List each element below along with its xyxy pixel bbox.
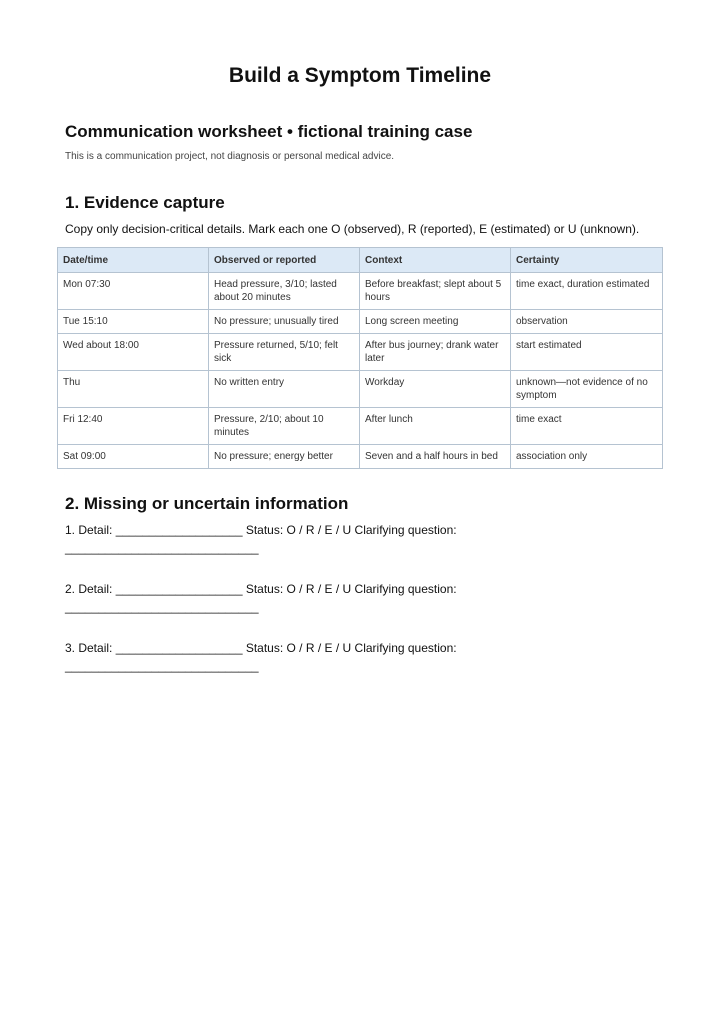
disclaimer-note: This is a communication project, not diagnosis or personal medical advice. — [65, 151, 395, 162]
table-row — [58, 371, 663, 408]
worksheet-subtitle: Communication worksheet • fictional training case — [65, 122, 473, 141]
cell-certainty: unknown—not evidence of no symptom — [511, 371, 663, 408]
cell-observed: Pressure returned, 5/10; felt sick — [209, 334, 360, 371]
table-header-row — [58, 248, 663, 273]
cell-context: After lunch — [360, 408, 511, 445]
cell-context: Seven and a half hours in bed — [360, 445, 511, 469]
cell-certainty: start estimated — [511, 334, 663, 371]
column-header-certainty: Certainty — [511, 248, 663, 273]
missing-item-prompt: 1. Detail: ___________________ Status: O / R / E / U Clarifying question: — [65, 523, 457, 537]
cell-context: After bus journey; drank water later — [360, 334, 511, 371]
cell-context: Workday — [360, 371, 511, 408]
column-header-observed: Observed or reported — [209, 248, 360, 273]
cell-datetime: Mon 07:30 — [58, 273, 209, 310]
table-row — [58, 408, 663, 445]
cell-datetime: Wed about 18:00 — [58, 334, 209, 371]
missing-info-item-2 — [65, 580, 625, 616]
cell-observed: Head pressure, 3/10; lasted about 20 minutes — [209, 273, 360, 310]
page-title: Build a Symptom Timeline — [228, 64, 492, 87]
cell-context: Long screen meeting — [360, 310, 511, 334]
cell-datetime: Thu — [58, 371, 209, 408]
evidence-heading: 1. Evidence capture — [65, 193, 225, 212]
cell-datetime: Fri 12:40 — [58, 408, 209, 445]
cell-certainty: time exact — [511, 408, 663, 445]
missing-info-heading: 2. Missing or uncertain information — [65, 494, 349, 513]
cell-datetime: Tue 15:10 — [58, 310, 209, 334]
table-row — [58, 310, 663, 334]
missing-info-item-1 — [65, 521, 625, 557]
cell-observed: No written entry — [209, 371, 360, 408]
cell-observed: No pressure; energy better — [209, 445, 360, 469]
clarifying-question-blank: _____________________________ — [65, 541, 259, 555]
column-header-context: Context — [360, 248, 511, 273]
clarifying-question-blank: _____________________________ — [65, 659, 259, 673]
cell-certainty: time exact, duration estimated — [511, 273, 663, 310]
cell-observed: Pressure, 2/10; about 10 minutes — [209, 408, 360, 445]
evidence-instruction: Copy only decision-critical details. Mark each one O (observed), R (reported), E (estimated) or U (unknown). — [65, 222, 640, 236]
missing-info-item-3 — [65, 639, 625, 675]
cell-datetime: Sat 09:00 — [58, 445, 209, 469]
cell-context: Before breakfast; slept about 5 hours — [360, 273, 511, 310]
cell-certainty: observation — [511, 310, 663, 334]
clarifying-question-blank: _____________________________ — [65, 600, 259, 614]
cell-observed: No pressure; unusually tired — [209, 310, 360, 334]
missing-item-prompt: 2. Detail: ___________________ Status: O / R / E / U Clarifying question: — [65, 582, 457, 596]
cell-certainty: association only — [511, 445, 663, 469]
missing-item-prompt: 3. Detail: ___________________ Status: O / R / E / U Clarifying question: — [65, 641, 457, 655]
symptom-timeline-table — [57, 247, 663, 469]
column-header-datetime: Date/time — [58, 248, 209, 273]
table-row — [58, 445, 663, 469]
table-row — [58, 273, 663, 310]
table-row — [58, 334, 663, 371]
